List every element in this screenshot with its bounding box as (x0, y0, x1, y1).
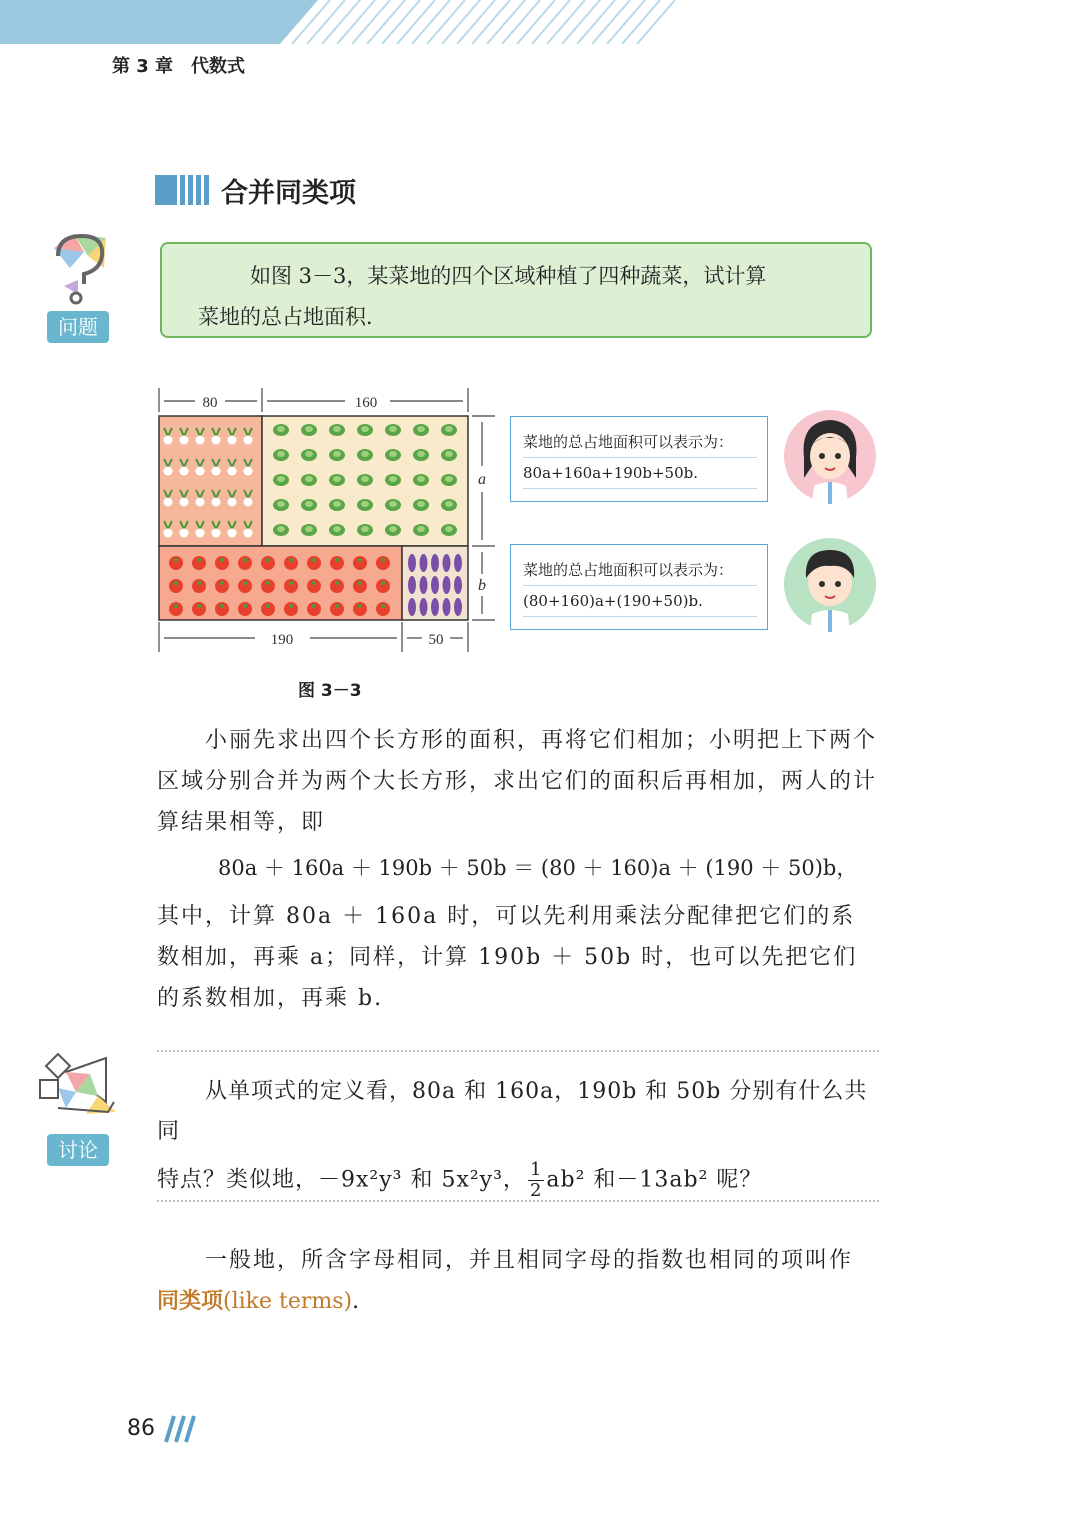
eggplant-icon (408, 554, 416, 572)
eggplant-icon (420, 576, 428, 594)
definition-end: . (352, 1289, 362, 1314)
definition-term: 同类项 (157, 1289, 224, 1314)
boy-speech-line1: 菜地的总占地面积可以表示为： (523, 555, 757, 586)
tomato-icon (376, 602, 390, 616)
tomato-icon (169, 556, 183, 570)
cabbage-icon (413, 474, 429, 486)
tomato-icon (261, 602, 275, 616)
girl-speech-line1: 菜地的总占地面积可以表示为： (523, 427, 757, 458)
tomato-icon (192, 579, 206, 593)
cabbage-icon (273, 524, 289, 536)
eggplant-icon (431, 576, 439, 594)
tomato-icon (307, 556, 321, 570)
definition-text: 一般地，所含字母相同，并且相同字母的指数也相同的项叫作 (205, 1248, 854, 1273)
cabbage-icon (357, 424, 373, 436)
tomato-icon (307, 579, 321, 593)
boy-avatar (782, 536, 878, 632)
cabbage-icon (385, 524, 401, 536)
boy-speech-bubble (510, 544, 768, 630)
dim-bottom-left: 190 (270, 632, 294, 648)
dim-b: b (478, 577, 486, 594)
eggplant-icon (420, 598, 428, 616)
eggplant-icon (420, 554, 428, 572)
tomato-icon (330, 602, 344, 616)
tomato-icon (376, 579, 390, 593)
eggplant-icon (431, 598, 439, 616)
cabbage-icon (329, 524, 345, 536)
tomato-icon (330, 579, 344, 593)
dim-top-right: 160 (354, 395, 378, 411)
tomato-icon (192, 602, 206, 616)
tomato-icon (169, 602, 183, 616)
tomato-icon (215, 602, 229, 616)
cabbage-icon (413, 524, 429, 536)
one-half-fraction (528, 1160, 544, 1201)
tomato-icon (284, 556, 298, 570)
tomato-icon (238, 579, 252, 593)
dim-top-left: 80 (202, 395, 218, 411)
fraction-numerator: 1 (529, 1159, 543, 1180)
tomato-icon (284, 579, 298, 593)
tomato-icon (261, 579, 275, 593)
cabbage-icon (385, 449, 401, 461)
cabbage-icon (385, 424, 401, 436)
cabbage-icon (413, 424, 429, 436)
cabbage-icon (357, 499, 373, 511)
definition-paragraph (157, 1240, 879, 1322)
cabbage-icon (357, 524, 373, 536)
tomato-icon (169, 579, 183, 593)
cabbage-icon (301, 449, 317, 461)
cabbage-icon (301, 499, 317, 511)
discussion-line1: 从单项式的定义看，80a 和 160a，190b 和 50b 分别有什么共同 (157, 1079, 868, 1144)
cabbage-icon (413, 449, 429, 461)
boy-speech-line2: (80+160)a+(190+50)b. (523, 586, 757, 617)
explanation-paragraph (157, 720, 879, 843)
cabbage-icon (357, 474, 373, 486)
page-slashes-decoration (158, 1414, 198, 1444)
paragraph-1: 小丽先求出四个长方形的面积，再将它们相加；小明把上下两个区域分别合并为两个大长方形，求出它们的面积后再相加，两人的计算结果相等，即 (157, 728, 878, 835)
tomato-icon (192, 556, 206, 570)
girl-speech-line2: 80a+160a+190b+50b. (523, 458, 757, 489)
figure-caption: 图 3－3 (298, 681, 362, 701)
tomato-icon (238, 602, 252, 616)
tomato-icon (376, 556, 390, 570)
cabbage-icon (441, 449, 457, 461)
discussion-line2-end: ab² 和－13ab² 呢？ (546, 1167, 763, 1193)
eggplant-icon (454, 598, 462, 616)
discussion-label: 讨论 (47, 1134, 109, 1166)
girl-speech-bubble (510, 416, 768, 502)
tomato-icon (284, 602, 298, 616)
chapter-title: 第 3 章 代数式 (112, 56, 246, 77)
tomato-icon (238, 556, 252, 570)
eggplant-icon (443, 576, 451, 594)
eggplant-icon (454, 554, 462, 572)
cabbage-icon (329, 474, 345, 486)
eggplant-icon (408, 576, 416, 594)
cabbage-icon (329, 449, 345, 461)
tomato-icon (261, 556, 275, 570)
tomato-icon (353, 556, 367, 570)
eggplant-icon (454, 576, 462, 594)
explanation-paragraph-2 (157, 896, 879, 1019)
cabbage-icon (441, 524, 457, 536)
cabbage-icon (301, 524, 317, 536)
cabbage-icon (357, 449, 373, 461)
page-number: 86 (127, 1416, 155, 1441)
section-heading-bars (155, 175, 209, 205)
cabbage-icon (273, 499, 289, 511)
cabbage-icon (273, 449, 289, 461)
eggplant-icon (408, 598, 416, 616)
paragraph-2: 其中，计算 80a ＋ 160a 时，可以先利用乘法分配律把它们的系数相加，再乘 a；同样，计算 190b ＋ 50b 时，也可以先把它们的系数相加，再乘 b. (157, 904, 858, 1011)
question-mark-icon (44, 228, 114, 308)
problem-text-line1: 如图 3－3，某菜地的四个区域种植了四种蔬菜，试计算 (250, 264, 767, 288)
girl-avatar (782, 408, 878, 504)
discussion-line2-start: 特点？类似地，－9x²y³ 和 5x²y³， (157, 1167, 526, 1193)
top-banner (0, 0, 1080, 44)
cabbage-icon (441, 474, 457, 486)
eggplant-icon (431, 554, 439, 572)
fraction-denominator: 2 (529, 1180, 543, 1201)
tomato-icon (330, 556, 344, 570)
discussion-line2 (157, 1160, 879, 1201)
cabbage-icon (329, 424, 345, 436)
tangram-icon (36, 1052, 120, 1124)
discussion-top-divider (157, 1050, 879, 1052)
cabbage-icon (273, 424, 289, 436)
section-title: 合并同类项 (221, 177, 356, 209)
tomato-icon (353, 579, 367, 593)
discussion-bottom-divider (157, 1200, 879, 1202)
cabbage-icon (385, 499, 401, 511)
equation: 80a ＋ 160a ＋ 190b ＋ 50b ＝ (80 ＋ 160)a ＋ (190 ＋ 50)b， (218, 856, 858, 880)
discussion-text (157, 1072, 879, 1201)
cabbage-icon (301, 424, 317, 436)
cabbage-icon (441, 424, 457, 436)
cabbage-icon (413, 499, 429, 511)
problem-text-line2: 菜地的总占地面积． (198, 305, 387, 329)
section-heading (155, 170, 356, 210)
definition-term-english: (like terms) (223, 1289, 353, 1314)
cabbage-icon (385, 474, 401, 486)
vegetable-plot-figure (150, 382, 495, 662)
cabbage-icon (301, 474, 317, 486)
tomato-icon (353, 602, 367, 616)
tomato-icon (215, 556, 229, 570)
dim-bottom-right: 50 (428, 632, 444, 648)
cabbage-icon (441, 499, 457, 511)
tomato-icon (307, 602, 321, 616)
tomato-icon (215, 579, 229, 593)
problem-label: 问题 (47, 311, 109, 343)
cabbage-icon (273, 474, 289, 486)
dim-a: a (478, 471, 486, 488)
cabbage-icon (329, 499, 345, 511)
eggplant-icon (443, 554, 451, 572)
eggplant-icon (443, 598, 451, 616)
problem-box (160, 242, 872, 338)
